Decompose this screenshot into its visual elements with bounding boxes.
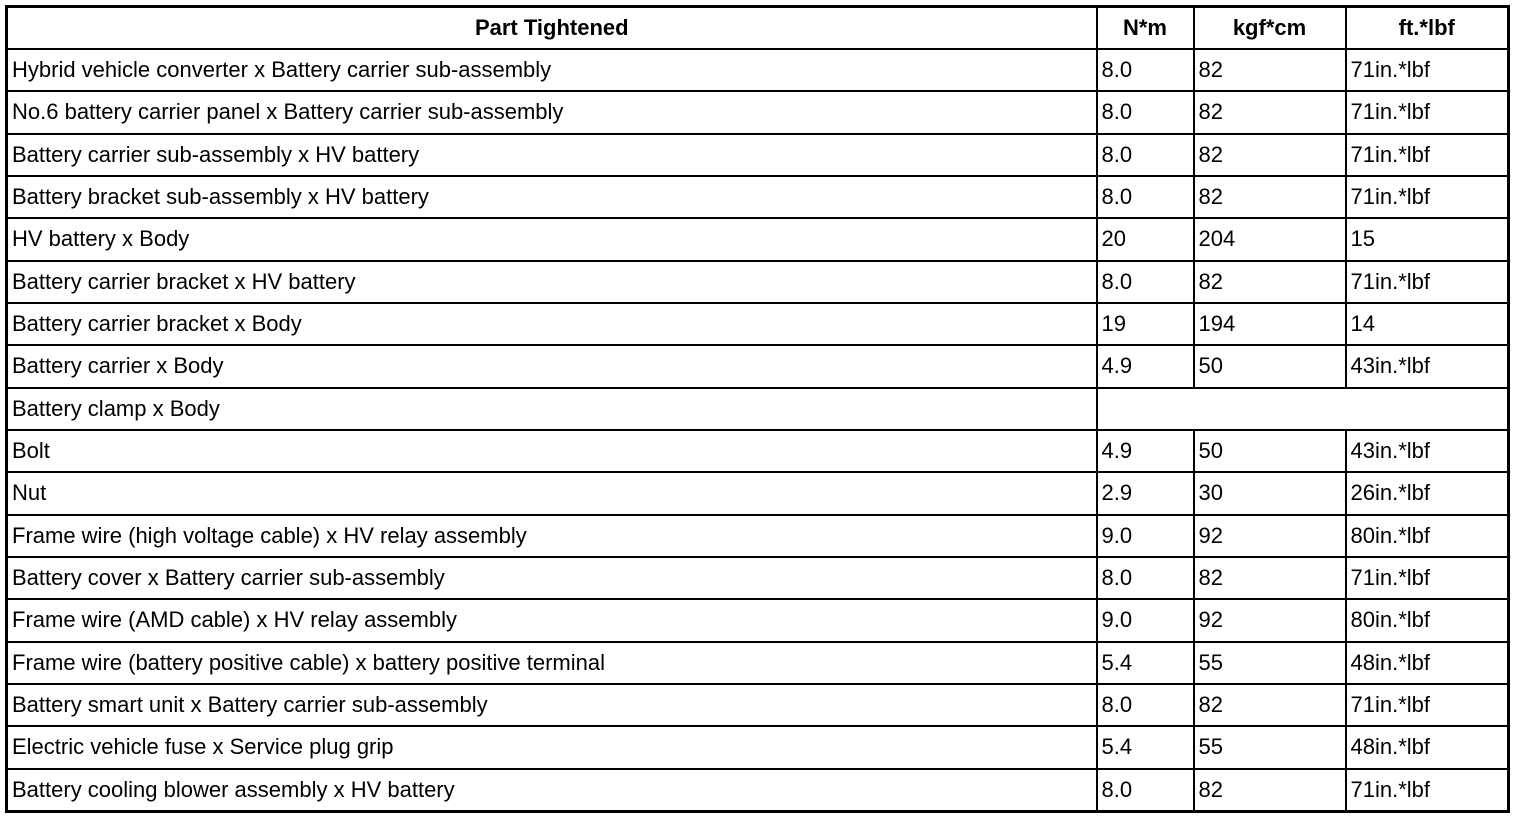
ft-cell: 43in.*lbf (1346, 345, 1509, 387)
nm-cell: 8.0 (1097, 261, 1194, 303)
table-row (7, 430, 1509, 472)
part-cell: Battery cooling blower assembly x HV battery (7, 769, 1097, 812)
part-cell: Battery carrier x Body (7, 345, 1097, 387)
ft-cell: 71in.*lbf (1346, 261, 1509, 303)
part-cell: Battery clamp x Body (7, 388, 1097, 430)
part-cell: Nut (7, 472, 1097, 514)
header-row (7, 7, 1509, 50)
kgf-cell: 55 (1194, 642, 1346, 684)
part-cell: Battery smart unit x Battery carrier sub-assembly (7, 684, 1097, 726)
table-row (7, 345, 1509, 387)
kgf-cell: 82 (1194, 261, 1346, 303)
kgf-cell: 82 (1194, 176, 1346, 218)
part-cell: Bolt (7, 430, 1097, 472)
nm-cell: 8.0 (1097, 769, 1194, 812)
ft-cell: 80in.*lbf (1346, 515, 1509, 557)
nm-cell: 20 (1097, 218, 1194, 260)
table-row-group-header (7, 388, 1509, 430)
nm-cell: 9.0 (1097, 599, 1194, 641)
nm-cell: 19 (1097, 303, 1194, 345)
merged-empty-cell (1097, 388, 1509, 430)
ft-cell: 48in.*lbf (1346, 726, 1509, 768)
nm-cell: 4.9 (1097, 430, 1194, 472)
table-row (7, 472, 1509, 514)
part-cell: Battery carrier bracket x HV battery (7, 261, 1097, 303)
kgf-cell: 50 (1194, 345, 1346, 387)
table-row (7, 261, 1509, 303)
ft-cell: 43in.*lbf (1346, 430, 1509, 472)
part-cell: Battery bracket sub-assembly x HV battery (7, 176, 1097, 218)
header-kgf-cm: kgf*cm (1194, 7, 1346, 50)
ft-cell: 14 (1346, 303, 1509, 345)
nm-cell: 4.9 (1097, 345, 1194, 387)
table-row (7, 726, 1509, 768)
part-cell: Electric vehicle fuse x Service plug grip (7, 726, 1097, 768)
part-cell: Frame wire (high voltage cable) x HV relay assembly (7, 515, 1097, 557)
table-row (7, 176, 1509, 218)
ft-cell: 71in.*lbf (1346, 684, 1509, 726)
ft-cell: 48in.*lbf (1346, 642, 1509, 684)
part-cell: Battery carrier sub-assembly x HV battery (7, 134, 1097, 176)
header-nm: N*m (1097, 7, 1194, 50)
kgf-cell: 194 (1194, 303, 1346, 345)
ft-cell: 71in.*lbf (1346, 49, 1509, 91)
kgf-cell: 50 (1194, 430, 1346, 472)
kgf-cell: 82 (1194, 684, 1346, 726)
part-cell: Frame wire (battery positive cable) x battery positive terminal (7, 642, 1097, 684)
nm-cell: 5.4 (1097, 726, 1194, 768)
kgf-cell: 82 (1194, 49, 1346, 91)
kgf-cell: 92 (1194, 599, 1346, 641)
part-cell: Frame wire (AMD cable) x HV relay assembly (7, 599, 1097, 641)
part-cell: Battery carrier bracket x Body (7, 303, 1097, 345)
part-cell: HV battery x Body (7, 218, 1097, 260)
kgf-cell: 82 (1194, 91, 1346, 133)
nm-cell: 8.0 (1097, 91, 1194, 133)
table-row (7, 769, 1509, 812)
table-row (7, 557, 1509, 599)
nm-cell: 8.0 (1097, 49, 1194, 91)
kgf-cell: 204 (1194, 218, 1346, 260)
table-row (7, 515, 1509, 557)
ft-cell: 80in.*lbf (1346, 599, 1509, 641)
kgf-cell: 82 (1194, 134, 1346, 176)
ft-cell: 71in.*lbf (1346, 557, 1509, 599)
table-row (7, 134, 1509, 176)
kgf-cell: 82 (1194, 557, 1346, 599)
header-part-tightened: Part Tightened (7, 7, 1097, 50)
nm-cell: 8.0 (1097, 176, 1194, 218)
ft-cell: 71in.*lbf (1346, 134, 1509, 176)
header-ft-lbf: ft.*lbf (1346, 7, 1509, 50)
kgf-cell: 92 (1194, 515, 1346, 557)
nm-cell: 8.0 (1097, 684, 1194, 726)
table-row (7, 49, 1509, 91)
nm-cell: 5.4 (1097, 642, 1194, 684)
table-row (7, 684, 1509, 726)
table-row (7, 642, 1509, 684)
nm-cell: 2.9 (1097, 472, 1194, 514)
ft-cell: 71in.*lbf (1346, 176, 1509, 218)
ft-cell: 71in.*lbf (1346, 91, 1509, 133)
table-row (7, 303, 1509, 345)
nm-cell: 8.0 (1097, 557, 1194, 599)
ft-cell: 26in.*lbf (1346, 472, 1509, 514)
kgf-cell: 82 (1194, 769, 1346, 812)
part-cell: Hybrid vehicle converter x Battery carrier sub-assembly (7, 49, 1097, 91)
table-row (7, 91, 1509, 133)
table-row (7, 599, 1509, 641)
kgf-cell: 30 (1194, 472, 1346, 514)
ft-cell: 15 (1346, 218, 1509, 260)
part-cell: No.6 battery carrier panel x Battery carrier sub-assembly (7, 91, 1097, 133)
nm-cell: 9.0 (1097, 515, 1194, 557)
torque-spec-table (5, 5, 1510, 813)
part-cell: Battery cover x Battery carrier sub-assembly (7, 557, 1097, 599)
nm-cell: 8.0 (1097, 134, 1194, 176)
table-row (7, 218, 1509, 260)
ft-cell: 71in.*lbf (1346, 769, 1509, 812)
kgf-cell: 55 (1194, 726, 1346, 768)
